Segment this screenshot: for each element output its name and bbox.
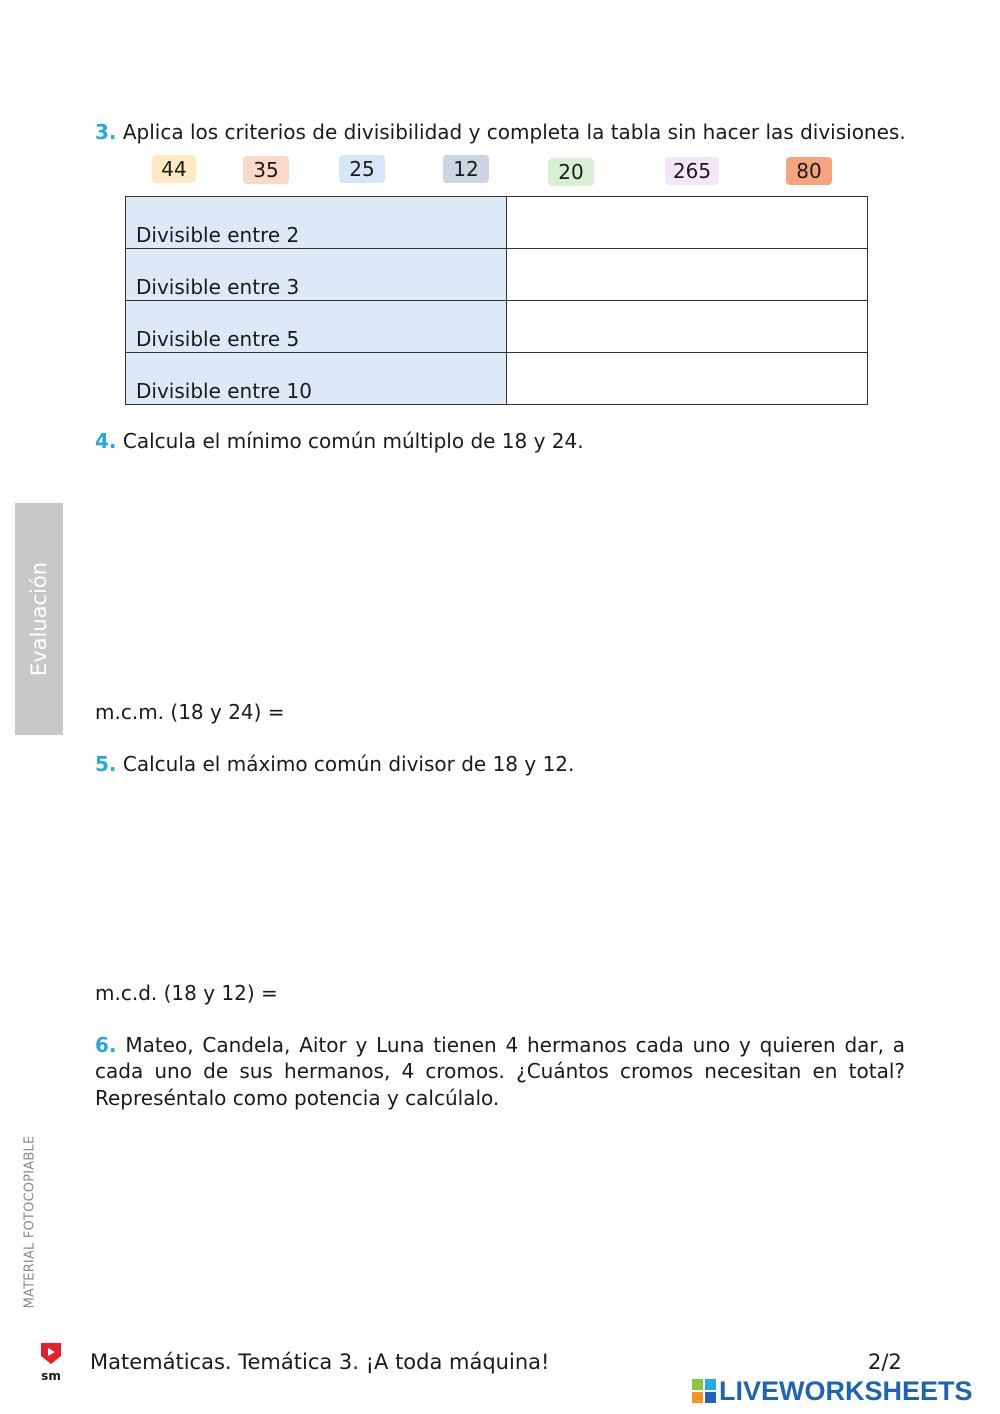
- mcd-answer-field[interactable]: [286, 977, 536, 1007]
- q5-number: 5.: [95, 752, 117, 776]
- page-number: 2/2: [868, 1350, 902, 1374]
- q5-text: Calcula el máximo común divisor de 18 y 12.: [122, 752, 575, 776]
- drop-zone-3[interactable]: [507, 249, 868, 301]
- q6-line-2: cada uno de sus hermanos, 4 cromos. ¿Cuántos cromos necesitan en total?: [95, 1059, 905, 1083]
- side-note-label: MATERIAL FOTOCOPIABLE: [22, 1135, 38, 1309]
- sm-logo-text: sm: [41, 1369, 61, 1383]
- q6-line-1: [95, 1032, 905, 1058]
- table-row: [126, 301, 868, 353]
- q6-line-3: Represéntalo como potencia y calcúlalo.: [95, 1086, 500, 1110]
- row-label-3: Divisible entre 3: [126, 249, 507, 301]
- divisibility-table: [125, 196, 868, 405]
- row-label-10: Divisible entre 10: [126, 353, 507, 405]
- chip-265[interactable]: 265: [665, 157, 719, 185]
- q6-number: 6.: [95, 1033, 117, 1057]
- sm-logo-icon: [38, 1342, 64, 1366]
- drop-zone-5[interactable]: [507, 301, 868, 353]
- chip-44[interactable]: 44: [152, 155, 196, 183]
- chip-12[interactable]: 12: [443, 155, 489, 183]
- table-row: [126, 353, 868, 405]
- liveworksheets-blocks-icon: [692, 1379, 716, 1403]
- q6-work-area[interactable]: [112, 1125, 902, 1315]
- q4-prompt: [95, 428, 915, 454]
- chip-25[interactable]: 25: [339, 155, 385, 183]
- drop-zone-2[interactable]: [507, 197, 868, 249]
- q4-text: Calcula el mínimo común múltiplo de 18 y 24.: [122, 429, 584, 453]
- liveworksheets-logo: [692, 1376, 992, 1406]
- mcd-label: m.c.d. (18 y 12) =: [95, 981, 278, 1005]
- drop-zone-10[interactable]: [507, 353, 868, 405]
- liveworksheets-wordmark: LIVEWORKSHEETS: [719, 1376, 973, 1406]
- row-label-5: Divisible entre 5: [126, 301, 507, 353]
- side-tab-label: Evaluación: [27, 561, 51, 677]
- chip-20[interactable]: 20: [548, 158, 594, 186]
- table-row: [126, 249, 868, 301]
- q3-prompt: [95, 119, 915, 145]
- row-label-2: Divisible entre 2: [126, 197, 507, 249]
- mcm-answer-field[interactable]: [292, 696, 542, 726]
- evaluacion-side-tab: [15, 503, 63, 735]
- q4-work-area[interactable]: [112, 470, 902, 680]
- chip-80[interactable]: 80: [786, 157, 832, 185]
- q3-text: Aplica los criterios de divisibilidad y completa la tabla sin hacer las divisiones.: [122, 120, 906, 144]
- mcm-label: m.c.m. (18 y 24) =: [95, 700, 285, 724]
- q4-number: 4.: [95, 429, 117, 453]
- q6-text-1: Mateo, Candela, Aitor y Luna tienen 4 hermanos cada uno y quieren dar, a: [125, 1033, 906, 1057]
- sm-logo: [38, 1342, 64, 1383]
- q5-work-area[interactable]: [112, 792, 902, 962]
- table-row: [126, 197, 868, 249]
- chip-35[interactable]: 35: [243, 156, 289, 184]
- q3-number: 3.: [95, 120, 117, 144]
- footer-title: Matemáticas. Temática 3. ¡A toda máquina!: [90, 1350, 550, 1374]
- q5-prompt: [95, 751, 915, 777]
